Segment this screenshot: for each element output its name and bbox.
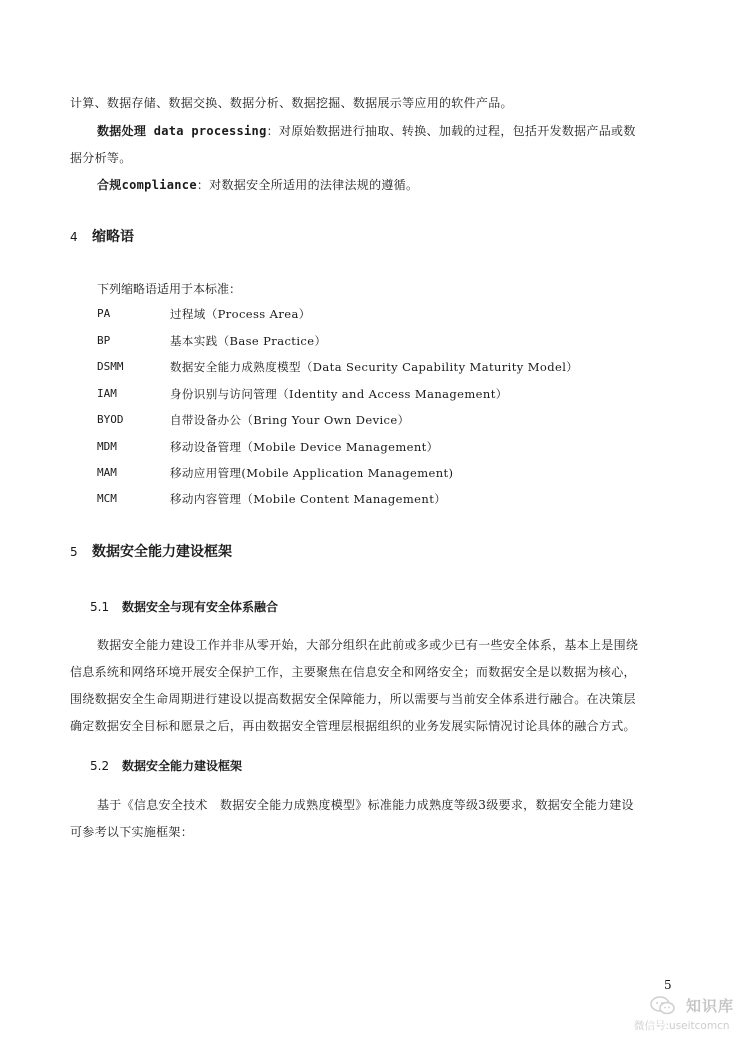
subsection-number: 5.1 — [90, 600, 110, 614]
paragraph-line: 数据安全能力建设工作并非从零开始，大部分组织在此前或多或少已有一些安全体系，基本上是围绕 — [97, 638, 639, 652]
abbreviation-code: BP — [97, 334, 111, 347]
abbreviation-description: 移动应用管理(Mobile Application Management) — [170, 466, 454, 480]
section-4-heading — [70, 226, 134, 246]
abbreviation-code: BYOD — [97, 413, 124, 426]
paragraph-line: 基于《信息安全技术 数据安全能力成熟度模型》标准能力成熟度等级3级要求，数据安全能力建设 — [97, 798, 634, 812]
subsection-title: 数据安全与现有安全体系融合 — [122, 600, 279, 614]
subsection-title: 数据安全能力建设框架 — [122, 759, 243, 773]
paragraph-line: 围绕数据安全生命周期进行建设以提高数据安全保障能力，所以需要与当前安全体系进行融合。在决策层 — [70, 692, 636, 706]
watermark-brand-text: 知识库 — [686, 997, 735, 1015]
abbreviation-description: 过程域（Process Area） — [170, 307, 311, 321]
page-number: 5 — [664, 978, 672, 992]
subsection-number: 5.2 — [90, 759, 110, 773]
paragraph-line: 确定数据安全目标和愿景之后，再由数据安全管理层根据组织的业务发展实际情况讨论具体的融合方式。 — [70, 719, 636, 733]
wechat-icon — [650, 996, 676, 1016]
abbreviation-description: 移动内容管理（Mobile Content Management） — [170, 492, 447, 506]
intro-continuation: 计算、数据存储、数据交换、数据分析、数据挖掘、数据展示等应用的软件产品。 — [70, 96, 513, 110]
section-5-2-heading — [90, 757, 242, 774]
section-title: 缩略语 — [92, 229, 134, 245]
abbreviation-description: 基本实践（Base Practice） — [170, 334, 327, 348]
section-title: 数据安全能力建设框架 — [92, 544, 232, 560]
abbreviation-description: 数据安全能力成熟度模型（Data Security Capability Maturity Model） — [170, 360, 579, 374]
abbreviation-code: MDM — [97, 440, 117, 453]
abbreviation-description: 移动设备管理（Mobile Device Management） — [170, 440, 439, 454]
definition-compliance — [97, 171, 418, 199]
section-number: 5 — [70, 545, 78, 559]
definition-separator: ： — [266, 124, 279, 138]
paragraph-line: 可参考以下实施框架： — [70, 825, 194, 839]
paragraph-line: 信息系统和网络环境开展安全保护工作，主要聚焦在信息安全和网络安全；而数据安全是以数据为核心， — [70, 665, 636, 679]
watermark-wechat-id: 微信号:useitcomcn — [634, 1020, 730, 1032]
definition-term: 数据处理 data processing — [97, 124, 267, 138]
definition-term: 合规compliance — [97, 178, 197, 192]
definition-data-processing-cont: 据分析等。 — [70, 151, 132, 165]
section-5-heading — [70, 541, 232, 561]
definition-data-processing — [97, 117, 636, 145]
watermark-brand — [650, 995, 738, 1017]
definition-text: 对原始数据进行抽取、转换、加载的过程，包括开发数据产品或数 — [278, 124, 636, 138]
abbreviation-description: 自带设备办公（Bring Your Own Device） — [170, 413, 410, 427]
section-5-1-heading — [90, 598, 278, 615]
abbreviation-code: MCM — [97, 492, 117, 505]
definition-text: 对数据安全所适用的法律法规的遵循。 — [209, 178, 419, 192]
abbreviation-code: DSMM — [97, 360, 124, 373]
abbreviations-intro: 下列缩略语适用于本标准： — [97, 282, 242, 296]
abbreviation-code: PA — [97, 307, 111, 320]
definition-separator: ： — [196, 178, 210, 192]
abbreviation-code: MAM — [97, 466, 117, 479]
section-number: 4 — [70, 230, 78, 244]
abbreviation-code: IAM — [97, 387, 117, 400]
abbreviation-description: 身份识别与访问管理（Identity and Access Management） — [170, 387, 508, 401]
